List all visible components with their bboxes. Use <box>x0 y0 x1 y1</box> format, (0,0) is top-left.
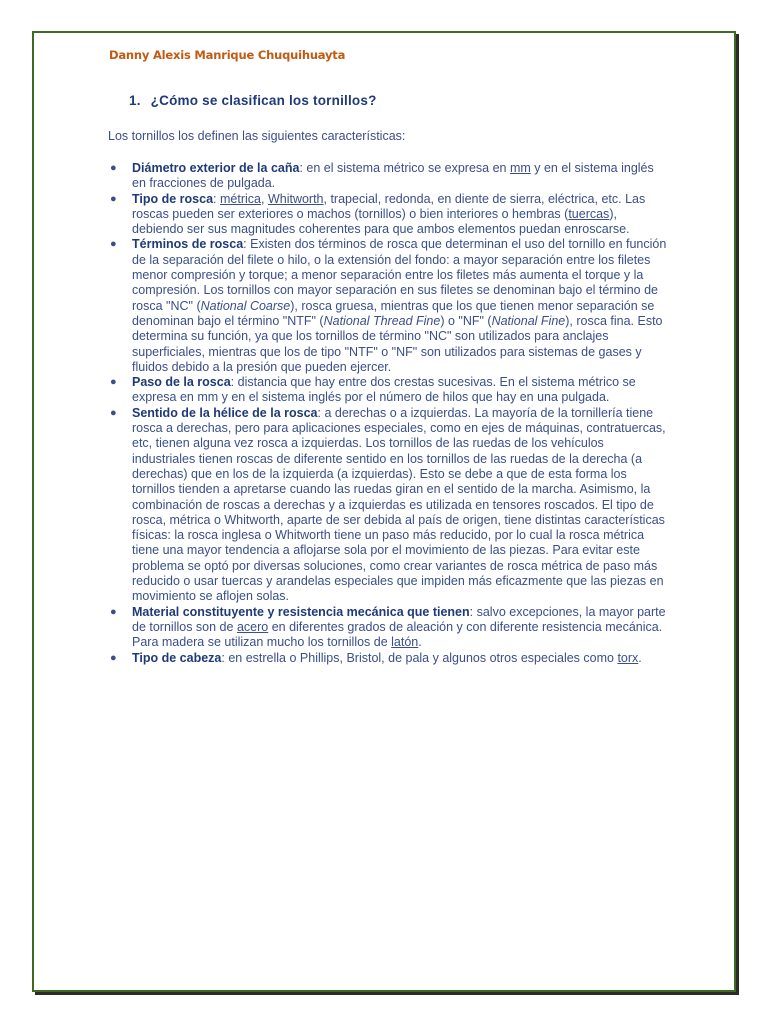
link-whitworth[interactable]: Whitworth <box>267 191 324 206</box>
link-acero[interactable]: acero <box>236 619 269 634</box>
author-name: Danny Alexis Manrique Chuquihuayta <box>109 48 346 62</box>
item-italic: National Fine <box>491 313 566 328</box>
list-item-terminos-rosca <box>108 237 668 375</box>
item-text: : distancia que hay entre dos crestas sucesivas. En el sistema métrico se expresa en mm y en el sistema inglés por el número de hilos que hay en una pulgada. <box>132 375 636 405</box>
item-term: Términos de rosca <box>132 237 244 252</box>
item-term: Diámetro exterior de la caña <box>132 161 300 175</box>
section-heading <box>129 93 377 108</box>
item-text: ) o "NF" ( <box>440 313 492 328</box>
bullet-icon: ● <box>110 605 117 618</box>
list-item-material <box>108 605 668 651</box>
bullet-icon: ● <box>110 376 117 389</box>
item-term: Sentido de la hélice de la rosca <box>132 405 318 420</box>
item-italic: National Coarse <box>200 298 291 313</box>
item-term: Tipo de cabeza <box>132 650 222 665</box>
item-text: ), rosca gruesa, mientras que los que tienen menor separación se denominan bajo el término "NTF" ( <box>132 298 655 328</box>
item-text: en diferentes grados de aleación y con diferente resistencia mecánica. Para madera se utilizan mucho los tornillos de <box>132 619 663 650</box>
heading-number: 1. <box>129 93 141 108</box>
link-metrica[interactable]: métrica <box>220 191 261 206</box>
item-text: y en el sistema inglés en fracciones de pulgada. <box>132 161 654 191</box>
item-text: : a derechas o a izquierdas. La mayoría de la tornillería tiene rosca a derechas, pero para aplicaciones especiales, como en ejes de máquinas, contratuercas, etc, tienen alguna vez rosca a izquierdas. Los tornillos de las ruedas de los vehículos industriales tienen roscas de diferente sentido en los tornillos de las ruedas de la derecha (a derechas) que en los de la izquierda (a izquierdas). Esto se debe a que de esta forma los tornillos tienden a apretarse cuando las ruedas giran en el sentido de la marcha. Asimismo, la combinación de roscas a derechas y a izquierdas es utilizada en tensores roscados. El tipo de rosca, métrica o Whitworth, aparte de ser debida al país de origen, tiene distintas características físicas: la rosca inglesa o Whitworth tiene un paso más reducido, por lo cual la rosca métrica tiene una mayor tendencia a aflojarse sola por el movimiento de las piezas. Para evitar este problema se optó por diversas soluciones, como crear variantes de rosca métrica de paso más reducido o usar tuercas y arandelas especiales que impiden más eficazmente que las piezas en movimiento se aflojen solas. <box>132 405 666 604</box>
bullet-icon: ● <box>110 192 117 205</box>
link-torx[interactable]: torx <box>617 650 639 665</box>
item-text: : <box>213 191 220 206</box>
list-item-sentido-helice <box>108 406 668 605</box>
item-text: ), rosca fina. Esto determina su función, ya que los tornillos de término "NC" son utilizados para anclajes superficiales, mientras que los de tipo "NTF" o "NF" son utilizados para sistemas de gases y fluidos debido a la presión que pueden ejercer. <box>132 313 663 374</box>
characteristics-list <box>108 161 668 666</box>
bullet-icon: ● <box>110 238 117 251</box>
heading-text: ¿Cómo se clasifican los tornillos? <box>150 93 377 108</box>
item-text: , <box>260 191 268 206</box>
list-item-tipo-rosca <box>108 192 668 238</box>
link-laton[interactable]: latón <box>391 635 419 650</box>
item-text: : en estrella o Phillips, Bristol, de pala y algunos otros especiales como <box>221 650 618 665</box>
item-text: ), debiendo ser sus magnitudes coherentes para que ambos elementos puedan enroscarse. <box>132 206 630 237</box>
item-term: Material constituyente y resistencia mecánica que tienen <box>132 604 470 619</box>
bullet-icon: ● <box>110 651 117 664</box>
document-page <box>32 31 736 992</box>
intro-paragraph: Los tornillos los definen las siguientes características: <box>108 129 406 143</box>
item-term: Tipo de rosca <box>132 191 214 206</box>
list-item-diametro <box>108 161 668 192</box>
list-item-tipo-cabeza <box>108 651 668 666</box>
item-text: : en el sistema métrico se expresa en <box>299 161 510 175</box>
item-text: . <box>638 650 642 665</box>
item-text: : Existen dos términos de rosca que determinan el uso del tornillo en función de la separación del filete o hilo, o la extensión del fondo: a mayor separación entre los filetes menor compresión y torque; a menor separación entre los filetes más aumenta el torque y la compresión. Los tornillos con mayor separación en sus filetes se denominan bajo el término de rosca "NC" ( <box>132 237 667 313</box>
link-tuercas[interactable]: tuercas <box>568 206 610 221</box>
item-italic: National Thread Fine <box>323 313 441 328</box>
item-text: . <box>418 635 422 650</box>
list-item-paso-rosca <box>108 375 668 406</box>
bullet-icon: ● <box>110 162 117 174</box>
bullet-icon: ● <box>110 406 117 419</box>
link-mm[interactable]: mm <box>509 161 531 175</box>
item-term: Paso de la rosca <box>132 375 231 390</box>
item-text: : salvo excepciones, la mayor parte de tornillos son de <box>132 604 666 634</box>
item-text: , trapecial, redonda, en diente de sierra, eléctrica, etc. Las roscas pueden ser exteriores o machos (tornillos) o bien interiores o hembras ( <box>132 191 646 221</box>
